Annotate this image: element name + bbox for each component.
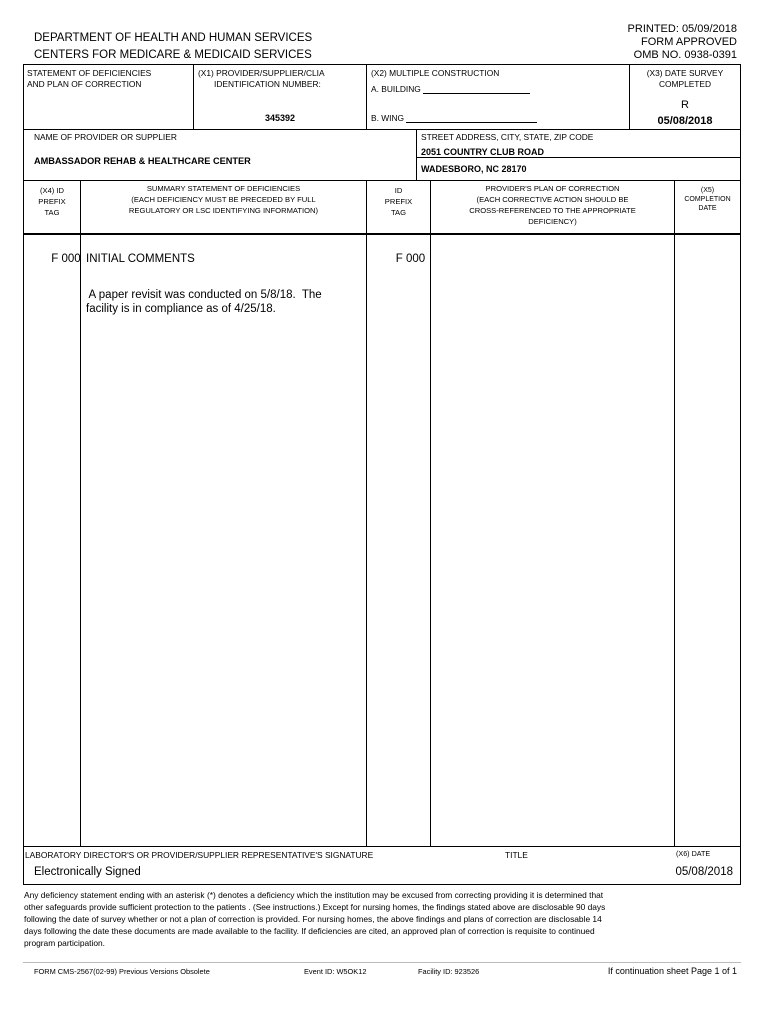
x1-label-1: (X1) PROVIDER/SUPPLIER/CLIA xyxy=(198,68,325,78)
statement-label-2: AND PLAN OF CORRECTION xyxy=(27,79,142,89)
building-label: A. BUILDING xyxy=(371,84,421,94)
omb-number: OMB NO. 0938-0391 xyxy=(633,49,737,61)
provider-name-label: NAME OF PROVIDER OR SUPPLIER xyxy=(34,132,177,142)
x4-header-2: PREFIX xyxy=(38,197,66,206)
facility-id: Facility ID: 923526 xyxy=(418,967,480,976)
title-label: TITLE xyxy=(505,850,528,860)
city-state-zip: WADESBORO, NC 28170 xyxy=(421,164,527,174)
signature-label: LABORATORY DIRECTOR'S OR PROVIDER/SUPPLIER REPRESENTATIVE'S SIGNATURE xyxy=(25,850,374,860)
provider-number: 345392 xyxy=(264,113,296,123)
disclaimer-line-5: program participation. xyxy=(24,938,105,948)
summary-header-2: (EACH DEFICIENCY MUST BE PRECEDED BY FULL xyxy=(131,195,316,204)
entry-title: INITIAL COMMENTS xyxy=(86,253,195,265)
x1-label-2: IDENTIFICATION NUMBER: xyxy=(214,79,321,89)
disclaimer-line-1: Any deficiency statement ending with an asterisk (*) denotes a deficiency which the institution may be excused from correcting providing it is determined that xyxy=(24,890,604,900)
prefix-tag-left: F 000 xyxy=(51,253,81,265)
form-approved: FORM APPROVED xyxy=(641,36,737,48)
id-header-2: PREFIX xyxy=(384,197,413,206)
department-name: DEPARTMENT OF HEALTH AND HUMAN SERVICES xyxy=(34,32,313,44)
x5-header-1: (X5) xyxy=(700,187,715,194)
agency-name: CENTERS FOR MEDICARE & MEDICAID SERVICES xyxy=(34,49,312,61)
continuation-page: If continuation sheet Page 1 of 1 xyxy=(607,966,737,976)
disclaimer-line-4: days following the date these documents are made available to the facility. If deficiencies are cited, an approved plan of correction is requisite to continued xyxy=(24,926,595,936)
id-header-3: TAG xyxy=(390,208,407,217)
entry-text-line-1: A paper revisit was conducted on 5/8/18. The xyxy=(86,289,322,301)
survey-code: R xyxy=(681,99,689,111)
x3-label-2: COMPLETED xyxy=(658,79,712,89)
x4-header-3: TAG xyxy=(44,208,60,217)
address-label: STREET ADDRESS, CITY, STATE, ZIP CODE xyxy=(421,132,594,142)
disclaimer-line-3: following the date of survey whether or not a plan of correction is provided. For nursing homes, the above findings and plans of correction are disclosable 14 xyxy=(24,914,602,924)
id-header-1: ID xyxy=(394,186,403,195)
x5-header-2: COMPLETION xyxy=(684,196,731,203)
summary-header-3: REGULATORY OR LSC IDENTIFYING INFORMATION) xyxy=(128,206,319,215)
x3-label-1: (X3) DATE SURVEY xyxy=(646,68,724,78)
x6-date-label: (X6) DATE xyxy=(676,849,711,858)
printed-date: PRINTED: 05/09/2018 xyxy=(627,23,737,35)
prefix-tag-right: F 000 xyxy=(395,253,426,265)
entry-text-line-2: facility is in compliance as of 4/25/18. xyxy=(86,303,276,315)
disclaimer-line-2: other safeguards provide sufficient protection to the patients . (See instructions.) Except for nursing homes, the findings stated above are disclosable 90 days xyxy=(24,902,606,912)
signature-value: Electronically Signed xyxy=(34,866,141,878)
form-number: FORM CMS-2567(02-99) Previous Versions Obsolete xyxy=(34,967,210,976)
survey-date: 05/08/2018 xyxy=(657,115,713,127)
plan-header-3: CROSS-REFERENCED TO THE APPROPRIATE xyxy=(469,206,636,215)
provider-name: AMBASSADOR REHAB & HEALTHCARE CENTER xyxy=(34,156,251,166)
wing-field-line xyxy=(406,122,537,123)
signature-date: 05/08/2018 xyxy=(675,866,733,878)
plan-header-4: DEFICIENCY) xyxy=(528,217,577,226)
building-field-line xyxy=(423,93,530,94)
x2-label: (X2) MULTIPLE CONSTRUCTION xyxy=(371,68,500,78)
wing-label: B. WING xyxy=(371,113,405,123)
x5-header-3: DATE xyxy=(698,205,717,212)
statement-label-1: STATEMENT OF DEFICIENCIES xyxy=(27,68,152,78)
summary-header-1: SUMMARY STATEMENT OF DEFICIENCIES xyxy=(146,184,301,193)
street-address: 2051 COUNTRY CLUB ROAD xyxy=(421,147,545,157)
plan-header-2: (EACH CORRECTIVE ACTION SHOULD BE xyxy=(476,195,629,204)
x4-header-1: (X4) ID xyxy=(39,186,65,195)
event-id: Event ID: W5OK12 xyxy=(304,967,367,976)
plan-header-1: PROVIDER'S PLAN OF CORRECTION xyxy=(485,184,620,193)
